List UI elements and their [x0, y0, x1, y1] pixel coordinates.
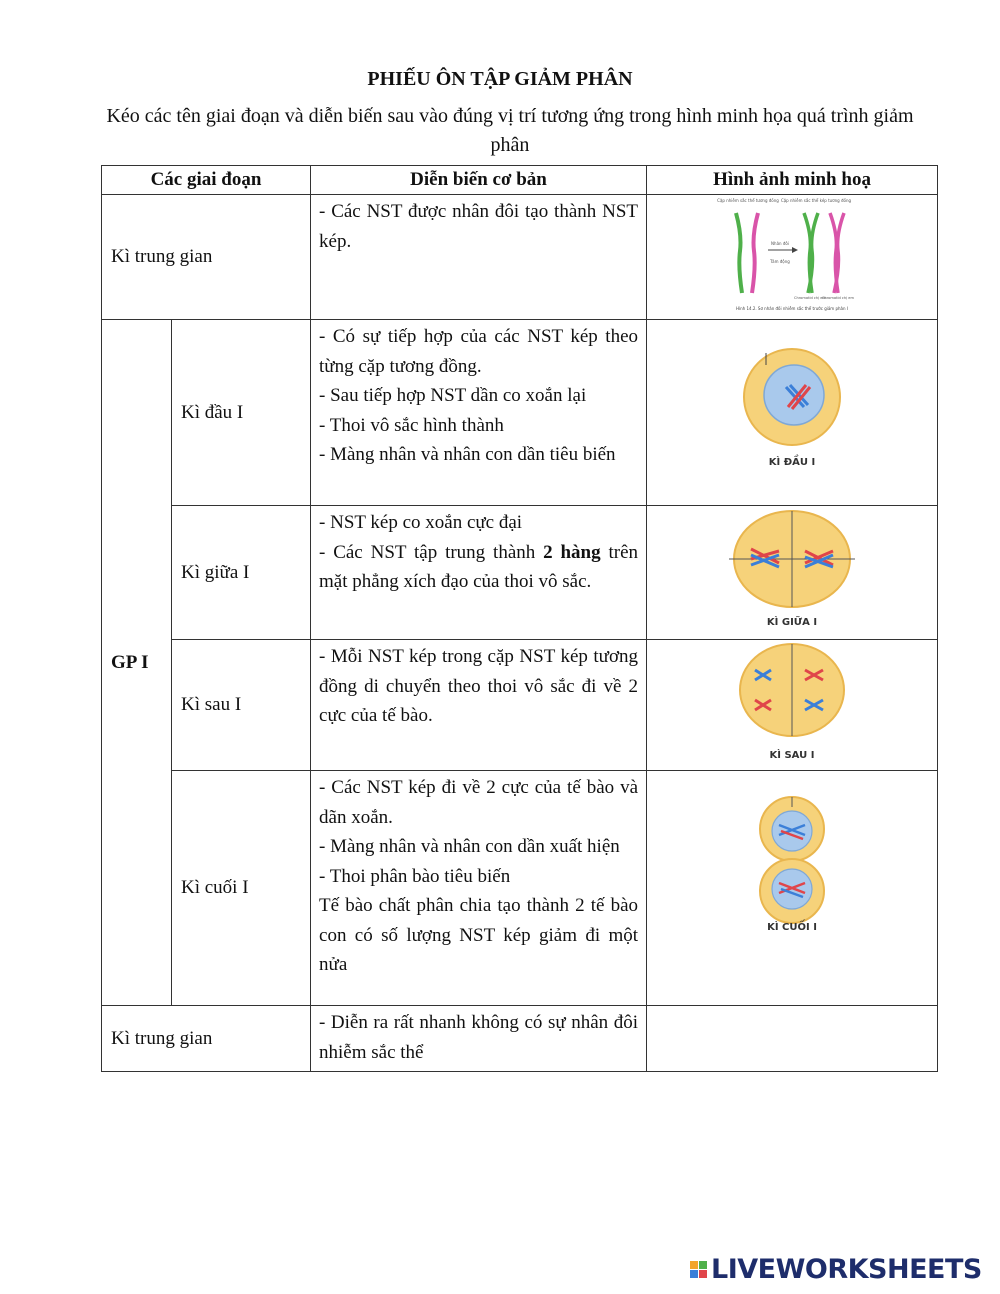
- figure-metaphase-1: [647, 506, 938, 640]
- svg-text:Cặp nhiễm sắc thể kép tương đồ: Cặp nhiễm sắc thể kép tương đồng: [780, 198, 852, 203]
- stage-prophase-1[interactable]: Kì đầu I: [172, 320, 311, 506]
- table-row: [102, 320, 938, 506]
- figure-chromosome-duplication: [647, 195, 938, 320]
- table-row: [102, 1006, 938, 1072]
- page-title: PHIẾU ÔN TẬP GIẢM PHÂN: [367, 68, 633, 90]
- table-row: [102, 506, 938, 640]
- stage-anaphase-1[interactable]: Kì sau I: [172, 640, 311, 771]
- brand-name: LIVEWORKSHEETS: [711, 1254, 982, 1285]
- process-telophase-1[interactable]: - Các NST kép đi về 2 cực của tế bào và dãn xoắn. - Màng nhân và nhân con dần xuất hiện - Thoi phân bào tiêu biến Tế bào chất phân chia tạo thành 2 tế bào con có số lượng NST kép giảm đi một nửa: [311, 771, 647, 1006]
- svg-text:Hình 14.2. Sơ nhân đôi nhiễm s: Hình 14.2. Sơ nhân đôi nhiễm sắc thể trước giảm phân I: [736, 306, 848, 311]
- anaphase-cell-illustration: [727, 640, 857, 764]
- header-stage: Các giai đoạn: [102, 166, 311, 195]
- stage-telophase-1[interactable]: Kì cuối I: [172, 771, 311, 1006]
- liveworksheets-logo: [690, 1254, 982, 1285]
- figure-telophase-1: [647, 771, 938, 1006]
- process-anaphase-1[interactable]: - Mỗi NST kép trong cặp NST kép tương đồng di chuyển theo thoi vô sắc đi về 2 cực của tế bào.: [311, 640, 647, 771]
- process-prophase-1[interactable]: - Có sự tiếp hợp của các NST kép theo từng cặp tương đồng. - Sau tiếp hợp NST dần co xoắn lại - Thoi vô sắc hình thành - Màng nhân và nhân con dần tiêu biến: [311, 320, 647, 506]
- process-interphase-1[interactable]: - Các NST được nhân đôi tạo thành NST kép.: [311, 195, 647, 320]
- figure-prophase-1: [647, 320, 938, 506]
- svg-text:KÌ GIỮA I: KÌ GIỮA I: [766, 616, 818, 628]
- process-metaphase-1[interactable]: - NST kép co xoắn cực đại - Các NST tập trung thành 2 hàng trên mặt phẳng xích đạo của thoi vô sắc.: [311, 506, 647, 640]
- figure-empty: [647, 1006, 938, 1072]
- metaphase-cell-illustration: [727, 507, 857, 633]
- table-row: [102, 771, 938, 1006]
- svg-text:KÌ CUỐI I: KÌ CUỐI I: [767, 922, 817, 933]
- chromosome-duplication-illustration: [712, 195, 872, 313]
- header-row: [102, 166, 938, 195]
- telophase-cell-illustration: [737, 793, 847, 933]
- liveworksheets-icon: [690, 1261, 707, 1278]
- table-row: [102, 640, 938, 771]
- svg-text:Tâm động: Tâm động: [770, 259, 790, 264]
- header-process: Diễn biến cơ bản: [311, 166, 647, 195]
- svg-text:Cặp nhiễm sắc thể tương đồng: Cặp nhiễm sắc thể tương đồng: [717, 198, 779, 203]
- svg-text:Chromatid chị em: Chromatid chị em: [822, 296, 855, 300]
- svg-text:Nhân đôi: Nhân đôi: [771, 241, 789, 246]
- figure-anaphase-1: [647, 640, 938, 771]
- svg-text:KÌ ĐẦU I: KÌ ĐẦU I: [768, 456, 816, 468]
- stage-metaphase-1[interactable]: Kì giữa I: [172, 506, 311, 640]
- stage-interphase-1[interactable]: Kì trung gian: [102, 195, 311, 320]
- header-image: Hình ảnh minh hoạ: [647, 166, 938, 195]
- instruction-text: Kéo các tên giai đoạn và diễn biến sau vào đúng vị trí tương ứng trong hình minh họa quá trình giảm phân: [106, 105, 914, 156]
- process-interphase-2[interactable]: - Diễn ra rất nhanh không có sự nhân đôi nhiễm sắc thể: [311, 1006, 647, 1072]
- svg-text:Chromatid chị em: Chromatid chị em: [794, 296, 827, 300]
- meiosis-table: [101, 165, 938, 1072]
- stage-interphase-2[interactable]: Kì trung gian: [102, 1006, 311, 1072]
- table-row: [102, 195, 938, 320]
- prophase-cell-illustration: [732, 345, 852, 475]
- group-label-gp1[interactable]: GP I: [102, 320, 172, 1006]
- svg-text:KÌ SAU I: KÌ SAU I: [769, 750, 815, 761]
